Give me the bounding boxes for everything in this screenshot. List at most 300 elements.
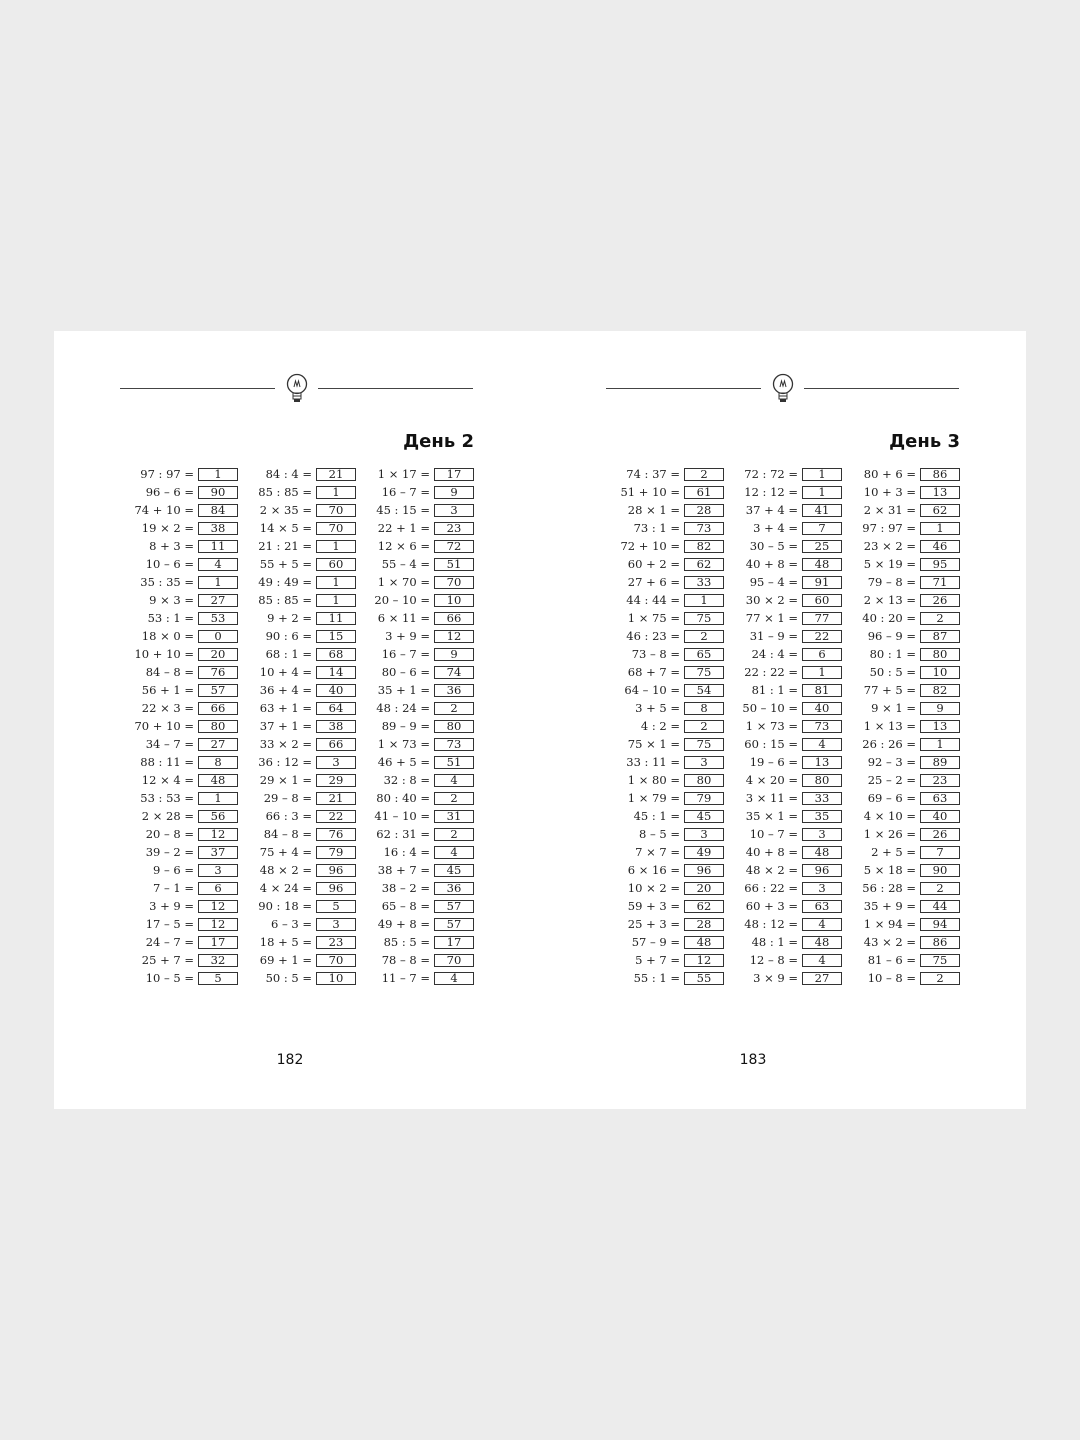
- answer-box: 90: [920, 864, 960, 877]
- answer-box: 28: [684, 504, 724, 517]
- exercise-row: [724, 897, 842, 915]
- answer-box: 10: [316, 972, 356, 985]
- exercise-row: [356, 843, 474, 861]
- answer-box: 21: [316, 792, 356, 805]
- exercise-row: [842, 627, 960, 645]
- answer-box: 71: [920, 576, 960, 589]
- exercise-expression: 88 : 11 =: [140, 755, 194, 769]
- answer-box: 25: [802, 540, 842, 553]
- answer-box: 89: [920, 756, 960, 769]
- exercise-expression: 6 × 11 =: [377, 611, 430, 625]
- exercise-expression: 80 : 1 =: [869, 647, 916, 661]
- answer-box: 1: [920, 522, 960, 535]
- exercise-expression: 9 × 3 =: [149, 593, 194, 607]
- answer-box: 51: [434, 756, 474, 769]
- answer-box: 23: [920, 774, 960, 787]
- answer-box: 96: [802, 864, 842, 877]
- exercise-expression: 12 × 6 =: [377, 539, 430, 553]
- exercise-row: [120, 717, 238, 735]
- exercise-expression: 29 × 1 =: [259, 773, 312, 787]
- exercise-row: [238, 861, 356, 879]
- exercise-row: [238, 915, 356, 933]
- exercise-row: [606, 573, 724, 591]
- exercise-row: [606, 645, 724, 663]
- answer-box: 17: [198, 936, 238, 949]
- answer-box: 80: [198, 720, 238, 733]
- exercise-column: [356, 465, 474, 987]
- exercise-expression: 1 × 80 =: [627, 773, 680, 787]
- answer-box: 2: [684, 630, 724, 643]
- exercise-expression: 36 + 4 =: [259, 683, 312, 697]
- answer-box: 12: [198, 828, 238, 841]
- exercise-expression: 8 – 5 =: [639, 827, 680, 841]
- exercise-row: [724, 861, 842, 879]
- answer-box: 48: [802, 558, 842, 571]
- exercise-row: [606, 663, 724, 681]
- exercise-expression: 55 : 1 =: [633, 971, 680, 985]
- exercise-expression: 75 + 4 =: [259, 845, 312, 859]
- exercise-row: [120, 951, 238, 969]
- exercise-expression: 21 : 21 =: [258, 539, 312, 553]
- answer-box: 8: [198, 756, 238, 769]
- exercise-expression: 22 + 1 =: [377, 521, 430, 535]
- exercise-row: [120, 933, 238, 951]
- exercise-row: [842, 933, 960, 951]
- exercise-row: [238, 501, 356, 519]
- answer-box: 82: [920, 684, 960, 697]
- exercise-expression: 4 : 2 =: [640, 719, 680, 733]
- answer-box: 84: [198, 504, 238, 517]
- answer-box: 46: [920, 540, 960, 553]
- exercise-row: [238, 807, 356, 825]
- page-number: 182: [276, 1052, 304, 1068]
- exercise-row: [120, 609, 238, 627]
- exercise-row: [724, 609, 842, 627]
- exercise-row: [238, 717, 356, 735]
- header-rule-left: [606, 388, 761, 389]
- exercise-row: [238, 645, 356, 663]
- answer-box: 23: [434, 522, 474, 535]
- exercise-expression: 2 + 5 =: [871, 845, 916, 859]
- answer-box: 51: [434, 558, 474, 571]
- answer-box: 62: [684, 900, 724, 913]
- answer-box: 3: [316, 756, 356, 769]
- exercise-column: [606, 465, 724, 987]
- exercise-row: [842, 879, 960, 897]
- exercise-expression: 3 × 9 =: [753, 971, 798, 985]
- exercise-expression: 78 – 8 =: [381, 953, 430, 967]
- exercise-expression: 18 + 5 =: [259, 935, 312, 949]
- exercise-expression: 4 × 10 =: [863, 809, 916, 823]
- answer-box: 66: [316, 738, 356, 751]
- exercise-row: [120, 789, 238, 807]
- answer-box: 7: [802, 522, 842, 535]
- exercise-expression: 49 + 8 =: [377, 917, 430, 931]
- answer-box: 13: [802, 756, 842, 769]
- exercise-row: [120, 861, 238, 879]
- answer-box: 96: [316, 864, 356, 877]
- answer-box: 63: [920, 792, 960, 805]
- exercise-expression: 80 + 6 =: [863, 467, 916, 481]
- exercise-row: [238, 663, 356, 681]
- header-rule-right: [318, 388, 473, 389]
- exercise-row: [842, 519, 960, 537]
- answer-box: 80: [802, 774, 842, 787]
- answer-box: 4: [434, 846, 474, 859]
- exercise-row: [356, 483, 474, 501]
- exercise-expression: 89 – 9 =: [381, 719, 430, 733]
- exercise-expression: 48 × 2 =: [259, 863, 312, 877]
- answer-box: 1: [802, 666, 842, 679]
- answer-box: 79: [316, 846, 356, 859]
- exercise-expression: 45 : 15 =: [376, 503, 430, 517]
- exercise-expression: 1 × 79 =: [627, 791, 680, 805]
- exercise-row: [120, 537, 238, 555]
- exercise-expression: 25 + 3 =: [627, 917, 680, 931]
- answer-box: 1: [316, 576, 356, 589]
- exercise-row: [120, 501, 238, 519]
- exercise-expression: 51 + 10 =: [620, 485, 680, 499]
- exercise-row: [724, 501, 842, 519]
- answer-box: 80: [684, 774, 724, 787]
- exercise-row: [120, 681, 238, 699]
- answer-box: 86: [920, 468, 960, 481]
- answer-box: 3: [198, 864, 238, 877]
- answer-box: 48: [684, 936, 724, 949]
- exercise-row: [238, 969, 356, 987]
- exercise-row: [842, 537, 960, 555]
- exercise-row: [238, 699, 356, 717]
- exercise-row: [120, 519, 238, 537]
- answer-box: 70: [434, 576, 474, 589]
- exercise-row: [120, 897, 238, 915]
- exercise-row: [724, 879, 842, 897]
- exercise-row: [356, 465, 474, 483]
- exercise-row: [842, 969, 960, 987]
- exercise-row: [238, 933, 356, 951]
- exercise-row: [120, 969, 238, 987]
- exercise-row: [724, 951, 842, 969]
- exercise-expression: 90 : 18 =: [258, 899, 312, 913]
- exercise-expression: 40 + 8 =: [745, 845, 798, 859]
- exercise-row: [842, 825, 960, 843]
- answer-box: 48: [802, 936, 842, 949]
- exercise-row: [606, 933, 724, 951]
- answer-box: 26: [920, 594, 960, 607]
- exercise-row: [238, 555, 356, 573]
- exercise-expression: 33 : 11 =: [626, 755, 680, 769]
- exercise-row: [356, 573, 474, 591]
- exercise-row: [120, 771, 238, 789]
- answer-box: 3: [802, 828, 842, 841]
- exercise-expression: 32 : 8 =: [383, 773, 430, 787]
- answer-box: 49: [684, 846, 724, 859]
- exercise-expression: 3 + 9 =: [385, 629, 430, 643]
- answer-box: 4: [802, 738, 842, 751]
- answer-box: 62: [920, 504, 960, 517]
- exercise-expression: 84 : 4 =: [265, 467, 312, 481]
- answer-box: 1: [198, 468, 238, 481]
- exercise-expression: 14 × 5 =: [259, 521, 312, 535]
- exercise-expression: 4 × 24 =: [259, 881, 312, 895]
- exercise-row: [356, 825, 474, 843]
- answer-box: 2: [920, 882, 960, 895]
- exercise-row: [606, 699, 724, 717]
- answer-box: 45: [684, 810, 724, 823]
- exercise-expression: 92 – 3 =: [867, 755, 916, 769]
- exercise-row: [356, 879, 474, 897]
- exercise-row: [724, 735, 842, 753]
- answer-box: 2: [434, 792, 474, 805]
- answer-box: 37: [198, 846, 238, 859]
- exercise-expression: 6 – 3 =: [271, 917, 312, 931]
- exercise-row: [238, 627, 356, 645]
- exercise-expression: 26 : 26 =: [862, 737, 916, 751]
- exercise-row: [606, 843, 724, 861]
- answer-box: 17: [434, 936, 474, 949]
- exercise-expression: 66 : 22 =: [744, 881, 798, 895]
- exercise-row: [724, 843, 842, 861]
- exercise-expression: 22 × 3 =: [141, 701, 194, 715]
- exercise-expression: 8 + 3 =: [149, 539, 194, 553]
- exercise-row: [120, 735, 238, 753]
- exercise-expression: 10 – 7 =: [749, 827, 798, 841]
- exercise-row: [120, 663, 238, 681]
- answer-box: 81: [802, 684, 842, 697]
- exercise-expression: 56 : 28 =: [862, 881, 916, 895]
- exercise-row: [356, 555, 474, 573]
- answer-box: 61: [684, 486, 724, 499]
- exercise-expression: 12 : 12 =: [744, 485, 798, 499]
- answer-box: 75: [684, 612, 724, 625]
- answer-box: 64: [316, 702, 356, 715]
- exercise-row: [238, 519, 356, 537]
- exercise-expression: 40 + 8 =: [745, 557, 798, 571]
- exercise-expression: 48 : 12 =: [744, 917, 798, 931]
- exercise-row: [238, 591, 356, 609]
- exercise-row: [120, 483, 238, 501]
- answer-box: 1: [316, 594, 356, 607]
- answer-box: 95: [920, 558, 960, 571]
- exercise-row: [120, 591, 238, 609]
- exercise-row: [238, 879, 356, 897]
- exercise-row: [606, 609, 724, 627]
- answer-box: 70: [434, 954, 474, 967]
- exercise-expression: 4 × 20 =: [745, 773, 798, 787]
- answer-box: 14: [316, 666, 356, 679]
- exercise-row: [356, 771, 474, 789]
- lightbulb-icon: [282, 372, 312, 408]
- answer-box: 36: [434, 882, 474, 895]
- exercise-expression: 46 + 5 =: [377, 755, 430, 769]
- answer-box: 5: [316, 900, 356, 913]
- answer-box: 2: [684, 468, 724, 481]
- exercise-expression: 35 × 1 =: [745, 809, 798, 823]
- exercise-row: [724, 483, 842, 501]
- answer-box: 1: [802, 486, 842, 499]
- answer-box: 57: [434, 900, 474, 913]
- exercise-expression: 50 : 5 =: [265, 971, 312, 985]
- exercise-row: [120, 465, 238, 483]
- answer-box: 32: [198, 954, 238, 967]
- exercise-expression: 96 – 6 =: [145, 485, 194, 499]
- exercise-expression: 38 + 7 =: [377, 863, 430, 877]
- page-number: 183: [739, 1052, 767, 1068]
- exercise-expression: 81 : 1 =: [751, 683, 798, 697]
- exercise-expression: 16 – 7 =: [381, 647, 430, 661]
- exercise-row: [120, 753, 238, 771]
- answer-box: 57: [434, 918, 474, 931]
- exercise-row: [724, 933, 842, 951]
- exercise-expression: 62 : 31 =: [376, 827, 430, 841]
- exercise-expression: 68 + 7 =: [627, 665, 680, 679]
- exercise-row: [606, 753, 724, 771]
- exercise-expression: 11 – 7 =: [381, 971, 430, 985]
- answer-box: 60: [802, 594, 842, 607]
- answer-box: 74: [434, 666, 474, 679]
- answer-box: 26: [920, 828, 960, 841]
- exercise-row: [724, 663, 842, 681]
- exercise-expression: 35 + 1 =: [377, 683, 430, 697]
- exercise-expression: 1 × 13 =: [863, 719, 916, 733]
- answer-box: 21: [316, 468, 356, 481]
- exercise-row: [842, 645, 960, 663]
- exercise-expression: 7 × 7 =: [635, 845, 680, 859]
- exercise-row: [356, 681, 474, 699]
- exercise-row: [842, 591, 960, 609]
- exercise-expression: 1 × 17 =: [377, 467, 430, 481]
- exercise-row: [238, 483, 356, 501]
- exercise-row: [356, 663, 474, 681]
- exercise-expression: 37 + 4 =: [745, 503, 798, 517]
- exercise-row: [724, 699, 842, 717]
- exercise-expression: 2 × 28 =: [141, 809, 194, 823]
- exercise-expression: 74 + 10 =: [134, 503, 194, 517]
- exercise-row: [356, 645, 474, 663]
- exercise-expression: 5 × 18 =: [863, 863, 916, 877]
- exercise-column: [120, 465, 238, 987]
- exercise-row: [606, 771, 724, 789]
- exercise-expression: 37 + 1 =: [259, 719, 312, 733]
- exercise-row: [120, 843, 238, 861]
- answer-box: 4: [802, 918, 842, 931]
- exercise-expression: 5 + 7 =: [635, 953, 680, 967]
- answer-box: 40: [920, 810, 960, 823]
- book-spread: [54, 331, 1026, 1109]
- exercise-expression: 50 : 5 =: [869, 665, 916, 679]
- exercise-expression: 1 × 26 =: [863, 827, 916, 841]
- answer-box: 87: [920, 630, 960, 643]
- exercise-expression: 35 : 35 =: [140, 575, 194, 589]
- exercise-row: [606, 627, 724, 645]
- answer-box: 8: [684, 702, 724, 715]
- exercise-row: [356, 915, 474, 933]
- exercise-expression: 1 × 73 =: [377, 737, 430, 751]
- exercise-expression: 23 × 2 =: [863, 539, 916, 553]
- exercise-row: [842, 951, 960, 969]
- exercise-row: [120, 627, 238, 645]
- exercise-expression: 30 × 2 =: [745, 593, 798, 607]
- exercise-expression: 72 : 72 =: [744, 467, 798, 481]
- answer-box: 12: [198, 900, 238, 913]
- exercise-expression: 48 × 2 =: [745, 863, 798, 877]
- exercise-row: [356, 807, 474, 825]
- answer-box: 33: [802, 792, 842, 805]
- exercise-expression: 85 : 85 =: [258, 593, 312, 607]
- answer-box: 1: [684, 594, 724, 607]
- exercise-expression: 80 : 40 =: [376, 791, 430, 805]
- exercise-expression: 95 – 4 =: [749, 575, 798, 589]
- answer-box: 70: [316, 954, 356, 967]
- answer-box: 80: [434, 720, 474, 733]
- exercise-row: [724, 825, 842, 843]
- answer-box: 22: [802, 630, 842, 643]
- exercise-expression: 97 : 97 =: [140, 467, 194, 481]
- exercise-expression: 57 – 9 =: [631, 935, 680, 949]
- exercise-expression: 20 – 10 =: [374, 593, 430, 607]
- answer-box: 86: [920, 936, 960, 949]
- exercise-row: [606, 537, 724, 555]
- exercise-row: [724, 645, 842, 663]
- answer-box: 2: [434, 702, 474, 715]
- page-left: [54, 331, 540, 1109]
- exercise-expression: 16 – 7 =: [381, 485, 430, 499]
- exercise-row: [842, 789, 960, 807]
- answer-box: 65: [684, 648, 724, 661]
- answer-box: 1: [198, 792, 238, 805]
- lightbulb-icon: [768, 372, 798, 408]
- exercise-expression: 10 – 8 =: [867, 971, 916, 985]
- exercise-row: [356, 609, 474, 627]
- exercise-expression: 3 + 4 =: [753, 521, 798, 535]
- exercise-expression: 36 : 12 =: [258, 755, 312, 769]
- exercise-row: [842, 555, 960, 573]
- answer-box: 4: [434, 972, 474, 985]
- exercise-expression: 5 × 19 =: [863, 557, 916, 571]
- exercise-row: [238, 735, 356, 753]
- exercise-row: [842, 771, 960, 789]
- header-rule-left: [120, 388, 275, 389]
- exercise-row: [606, 555, 724, 573]
- answer-box: 6: [802, 648, 842, 661]
- answer-box: 40: [802, 702, 842, 715]
- exercise-expression: 3 + 5 =: [635, 701, 680, 715]
- answer-box: 7: [920, 846, 960, 859]
- exercise-expression: 55 + 5 =: [259, 557, 312, 571]
- exercise-row: [606, 591, 724, 609]
- exercise-expression: 45 : 1 =: [633, 809, 680, 823]
- exercise-row: [356, 951, 474, 969]
- exercise-expression: 44 : 44 =: [626, 593, 680, 607]
- day-title: День 2: [403, 431, 474, 452]
- exercise-expression: 85 : 85 =: [258, 485, 312, 499]
- exercise-row: [120, 879, 238, 897]
- exercise-expression: 25 – 2 =: [867, 773, 916, 787]
- exercise-expression: 48 : 1 =: [751, 935, 798, 949]
- answer-box: 56: [198, 810, 238, 823]
- answer-box: 6: [198, 882, 238, 895]
- exercise-expression: 2 × 31 =: [863, 503, 916, 517]
- answer-box: 28: [684, 918, 724, 931]
- exercise-row: [356, 627, 474, 645]
- exercise-row: [724, 717, 842, 735]
- answer-box: 48: [198, 774, 238, 787]
- exercise-expression: 25 + 7 =: [141, 953, 194, 967]
- answer-box: 27: [198, 738, 238, 751]
- answer-box: 80: [920, 648, 960, 661]
- exercise-row: [724, 519, 842, 537]
- exercise-row: [724, 807, 842, 825]
